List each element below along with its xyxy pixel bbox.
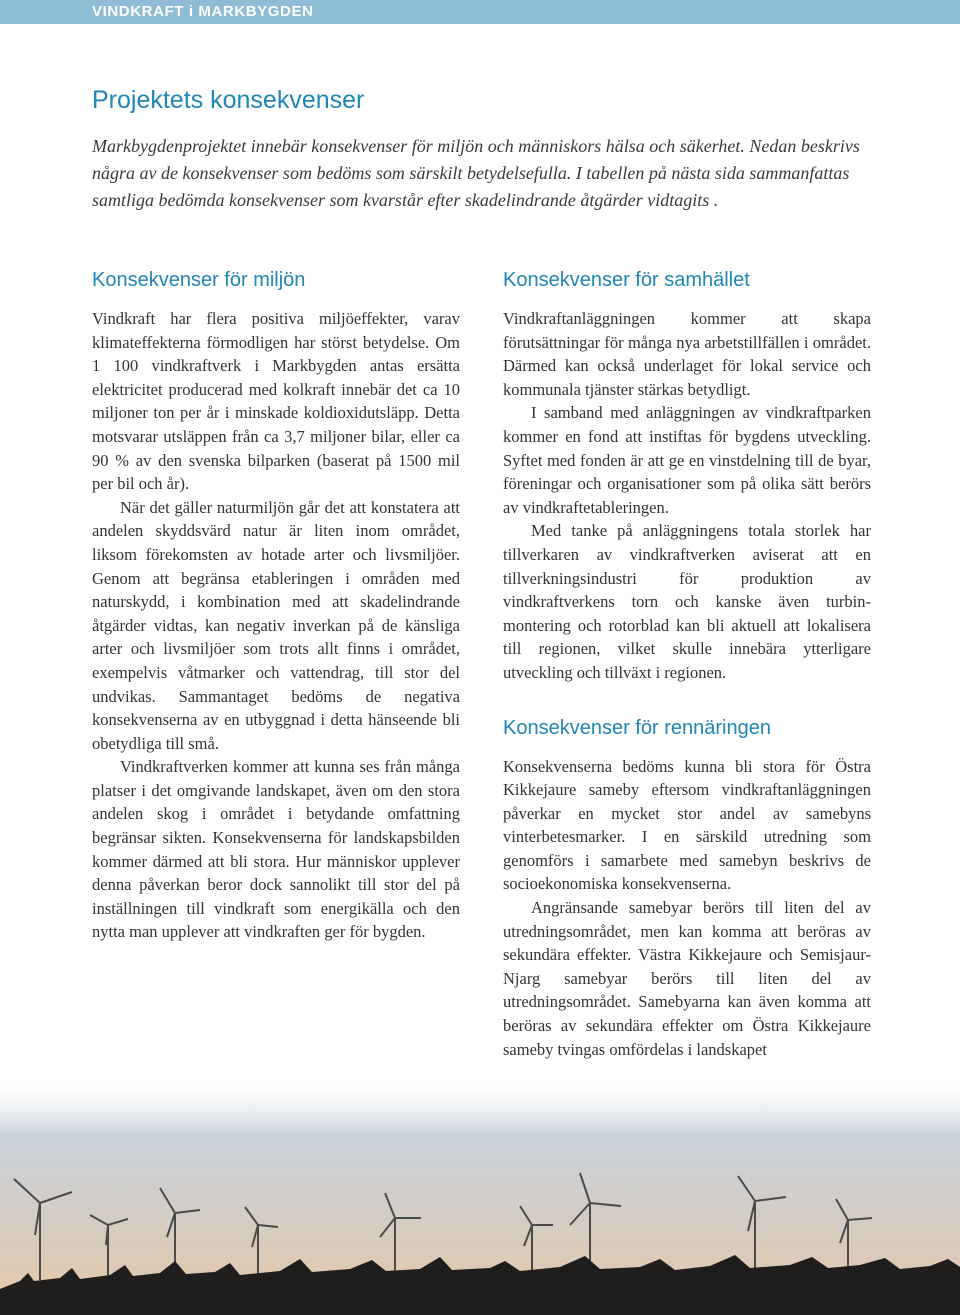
intro-text: Markbygdenprojektet innebär konsekvenser för miljön och människors hälsa och säkerhet. Nedan beskrivs några av de konsekvenser som bedöms som särskilt betydelsefulla. I tabellen på nästa sida sammanfattas samtliga bedömda konsekvenser som kvarstår efter skadelindrande åtgärder vidtagits . (92, 136, 860, 210)
miljo-paragraph-2: När det gäller naturmiljön går det att konstatera att andelen skyddsvärd natur är liten inom området, liksom förekomsten av hotade arter och livsmiljöer. Genom att begränsa etableringen i områden med naturskydd, i kombination med att skadelindrande åtgärder vidtas, kan negativ inverkan på de känsliga arter och livsmiljöer som trots allt finns i området, exempelvis våtmarker och vattendrag, till stor del undvikas. Sammantaget bedöms de negativa konsekvenserna av en utbyggnad i detta hänseende bli obetydliga till små. (92, 497, 460, 753)
miljo-paragraph-1: Vindkraft har flera positiva miljöeffekter, varav klimateffekterna förmodligen har störst betydelse. Om 1 100 vindkraftverk i Markbygden antas ersätta elektricitet producerad med kolkraft innebär det ca 10 miljoner ton per år i minskade koldioxidutsläpp. Detta motsvarar utsläppen från ca 3,7 miljoner bilar, eller ca 90 % av den svenska bilparken (baserat på 1500 mil per bil och år). (92, 309, 460, 494)
miljo-paragraph-3: Vindkraftverken kommer att kunna ses från många platser i det omgivande landskapet, även om den stora andelen skog i området i betydande omfattning begränsar sikten. Konsekvenserna för landskapsbilden kommer därmed att bli stora. Hur människor upplever denna påverkan beror dock sannolikt till stor del på inställningen till vindkraft som energikälla och den nytta man upplever att vindkraften ger för bygden. (92, 757, 460, 942)
heading-rennaringen: Konsekvenser för rennäringen (503, 716, 771, 739)
rennaringen-paragraph-2: Angränsande samebyar berörs till liten del av utredningsområdet, men kan komma att beröras av sekundära effekter. Västra Kikkejaure och Semisjaur-Njarg samebyar berörs till liten del av utredningsområdet. Samebyarna kan även komma att beröras av sekundära effekter om Östra Kikkejaure sameby tvingas omfördelas i landskapet (503, 898, 871, 1059)
section-label: VINDKRAFT i MARKBYGDEN (92, 3, 314, 20)
top-banner (0, 0, 960, 24)
right-column (503, 267, 871, 1061)
heading-miljo: Konsekvenser för miljön (92, 269, 306, 291)
samhallet-paragraph-2: I samband med anläggningen av vindkraftparken kommer en fond att instiftas för bygdens utveckling. Syftet med fonden är att ge en vinstdelning till de byar, föreningar och organisationer som på olika sätt berörs av vindkraftetableringen. (503, 403, 871, 517)
left-column (92, 267, 460, 944)
page-title: Projektets konsekvenser (92, 86, 365, 114)
rennaringen-paragraph-1: Konsekvenserna bedöms kunna bli stora för Östra Kikkejaure sameby eftersom vindkraftanläggningen påverkar en mycket stor andel av samebyns vinterbetesmarker. I en särskild utredning som genomförs i samarbete med samebyn beskrivs de socioekonomiska konsekvenserna. (503, 756, 871, 894)
heading-samhallet: Konsekvenser för samhället (503, 269, 750, 291)
samhallet-paragraph-3: Med tanke på anläggningens totala storlek har tillverkaren av vindkraftverken aviserat att en tillverkningsindustri för produktion av vindkraftverkens torn och kanske även turbin-montering och rotorblad kan bli aktuell att lokalisera till regionen, vilket skulle innebära ytterligare utveckling och tillväxt i regionen. (503, 521, 871, 682)
wind-turbine-photo (0, 1075, 960, 1315)
samhallet-paragraph-1: Vindkraftanläggningen kommer att skapa förutsättningar för många nya arbetstillfällen i området. Därmed kan också underlaget för lokal service och kommunala tjänster stärkas betydligt. (503, 309, 871, 399)
